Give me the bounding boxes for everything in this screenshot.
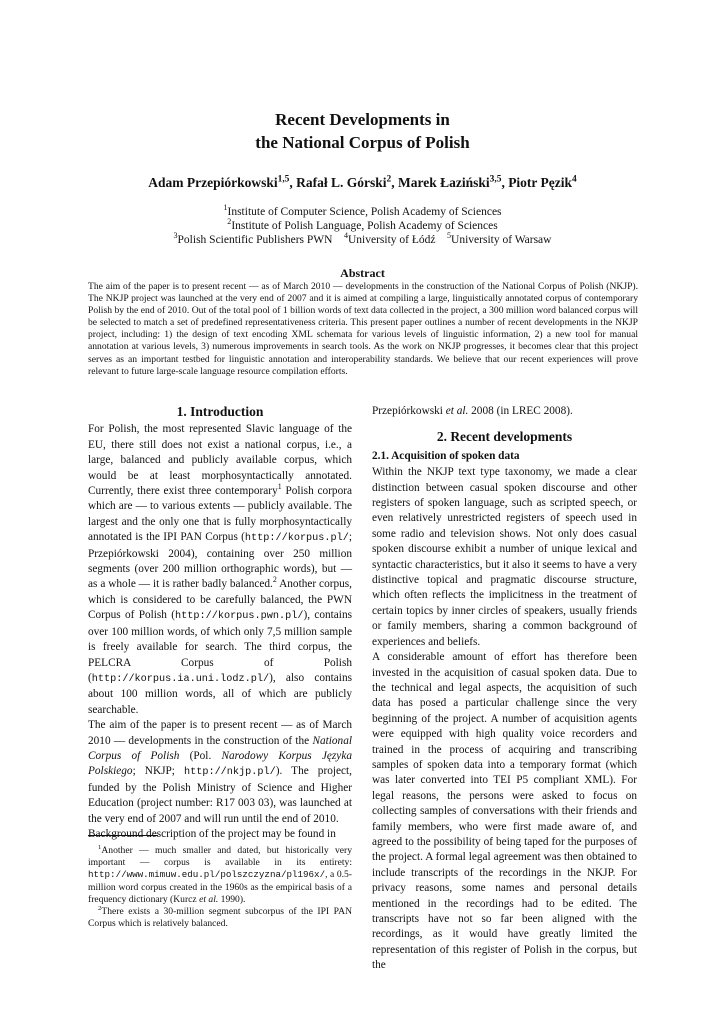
subsection-heading: 2.1. Acquisition of spoken data <box>372 449 520 462</box>
text-run: The aim of the paper is to present recent — as of March 2010 — developments in the construction of the <box>88 719 352 747</box>
affiliation-mark: 1 <box>223 203 228 213</box>
paragraph: Background description of the project may be found in <box>88 827 336 840</box>
italic-text: et al. <box>445 405 469 417</box>
footnote-ref[interactable]: 2 <box>272 575 277 585</box>
section-heading: 2. Recent developments <box>436 429 573 445</box>
paper-title <box>0 108 725 154</box>
section-heading: 1. Introduction <box>176 404 264 419</box>
paragraph: Within the NKJP text type taxonomy, we made a clear distinction between casual spoken discourse and other registers of spoken language, such as scripted speech, or even relatively unrestricted registers of speech used in some radio and television shows. Not only does casual spoken discourse exhibit a number of unique lexical and syntactic characteristics, but it also it seems to have a very distinctive topical and pragmatic discourse structure, which often reflects the implicitness in the treatment of certain topics by inner circles of speakers, usually friends or family members, sharing a common background of experiences and beliefs. <box>372 466 637 648</box>
text-run: (Pol. <box>179 749 222 762</box>
italic-text: National Corpus of Polish <box>88 734 352 762</box>
affiliation-mark: 3 <box>173 231 178 241</box>
paragraph <box>88 422 352 718</box>
paragraph: A considerable amount of effort has therefore been invested in the acquisition of casual spoken data. Due to the technical and legal aspects, the acquisition of such data has posed a particular challenge since the very beginning of the project. A number of acquisition agents were equipped with high quality voice recorders and trained in the process of acquiring and transcribing samples of spoken data into a temporary format (which was later converted into TEI P5 compliant XML). For legal reasons, the persons were asked to focus on collecting samples of conversations with their friends and family members, who were first made aware of, and agreed to the possibility of being taped for the purposes of the project. A formal legal agreement was then obtained to include transcripts of the recordings in the NKJP. For privacy reasons, some names and personal details mentioned in the recordings had to be edited. The transcripts have not so far been aligned with the recordings, as it would have greatly limited the representation of this register of Polish in the corpus, but the <box>372 651 637 972</box>
footnote-mark: 2 <box>98 904 102 912</box>
text-run: ; NKJP; <box>132 765 184 778</box>
author-mark: 4 <box>572 174 577 185</box>
author-mark: 1,5 <box>277 174 290 185</box>
affiliation <box>0 205 725 219</box>
right-column <box>372 404 637 974</box>
author: Rafał L. Górski <box>296 175 387 190</box>
footnote <box>88 906 352 930</box>
affiliation-text: Institute of Polish Language, Polish Academy of Sciences <box>231 220 498 232</box>
url-link[interactable]: http://korpus.ia.uni.lodz.pl/ <box>91 673 270 685</box>
left-column <box>88 404 352 842</box>
affiliation-mark: 2 <box>227 217 232 227</box>
paragraph <box>372 404 637 419</box>
text-run: ). The project, funded by the Polish Ministry of Science and Higher Education (project number: R17 003 03), was launched at the very end of 2007 and will run until the end of 2010. <box>88 765 352 825</box>
italic-text: et al. <box>199 893 219 905</box>
text-run: Another — much smaller and dated, but historically very important — corpus is available in its entirety: <box>88 845 352 869</box>
text-run: Polish corpora which are — to various extents — publicly available. The largest and the only one that is fully morphosyntactically annotated is the IPI PAN Corpus ( <box>88 485 352 544</box>
url-link[interactable]: http://nkjp.pl/ <box>184 767 276 779</box>
paragraph <box>88 718 352 827</box>
author-mark: 3,5 <box>489 174 502 185</box>
affiliation-mark: 5 <box>447 231 452 241</box>
footnote-mark: 1 <box>98 843 102 851</box>
footnote-rule <box>88 835 158 836</box>
author: Piotr Pęzik <box>508 175 573 190</box>
author: Marek Łaziński <box>398 175 490 190</box>
text-run: There exists a 30-million segment subcorpus of the IPI PAN Corpus which is relatively balanced. <box>88 906 352 930</box>
affiliation-text: University of Łódź <box>348 234 436 246</box>
url-link[interactable]: http://korpus.pwn.pl/ <box>175 611 304 623</box>
text-run: Another corpus, which is considered to be carefully balanced, the PWN Corpus of Polish ( <box>88 578 352 622</box>
footnote-ref[interactable]: 1 <box>277 482 282 492</box>
affiliations <box>0 205 725 247</box>
url-link[interactable]: http://korpus.pl/ <box>244 533 349 545</box>
url-link[interactable]: http://www.mimuw.edu.pl/polszczyzna/pl196x/ <box>88 869 326 881</box>
affiliation-text: Institute of Computer Science, Polish Academy of Sciences <box>227 206 502 218</box>
text-run: For Polish, the most represented Slavic language of the EU, there still does not exist a national corpus, i.e., a large, balanced and publicly available corpus, which would be at least morphosyntactically annotated. Currently, there exist three contemporary <box>88 423 352 498</box>
title-line-2: the National Corpus of Polish <box>255 133 470 152</box>
footnote <box>88 845 352 906</box>
footnotes <box>88 845 352 930</box>
text-run: , a 0.5-million word corpus created in the 1960s as the empirical basis of a frequency dictionary (Kurcz <box>88 869 352 905</box>
affiliation <box>0 219 725 233</box>
text-run: ), contains over 100 million words, of which only 7,5 million sample is freely available for search. The third corpus, the PELCRA Corpus of Polish ( <box>88 609 352 684</box>
text-run: ; Przepiórkowski 2004), containing over 250 million segments (over 200 million orthographic words), but — as a whole — it is rather badly balanced. <box>88 531 352 591</box>
text-run: Przepiórkowski <box>372 405 446 417</box>
author-list: Adam Przepiórkowski$^{1,5}$, Rafał L. Górski$^2$, Marek Łaziński$^{3,5}$, Piotr Pęzik$^4$ <box>148 174 577 190</box>
abstract-heading: Abstract <box>340 266 385 280</box>
affiliation-text: Polish Scientific Publishers PWN <box>177 234 333 246</box>
author: Adam Przepiórkowski <box>148 175 278 190</box>
affiliation <box>0 233 725 247</box>
affiliation-mark: 4 <box>343 231 348 241</box>
abstract-text: The aim of the paper is to present recent — as of March 2010 — developments in the construction of the National Corpus of Polish (NKJP). The NKJP project was launched at the very end of 2007 and it is aimed at compiling a large, linguistically annotated corpus of contemporary Polish by the end of 2010. Out of the total pool of 1 billion words of text data collected in the project, a 300 million word balanced corpus will be selected to match a set of predefined representativeness criteria. This present paper outlines a number of recent developments in the NKJP project, including: 1) the design of text encoding XML schemata for various levels of linguistic information, 2) a new tool for manual annotation at various levels, 3) numerous improvements in search tools. As the work on NKJP progresses, it becomes clear that this project serves as an important testbed for linguistic annotation and interoperability standards. We believe that our recent experiences will prove relevant to future large-scale language resource compilation efforts. <box>88 281 638 377</box>
italic-text: Narodowy Korpus Języka Polskiego <box>88 749 352 778</box>
text-run: 1990). <box>218 893 246 905</box>
author-mark: 2 <box>386 174 392 185</box>
text-run: ), also contains about 100 million words, all of which are publicly searchable. <box>88 671 352 716</box>
title-line-1: Recent Developments in <box>275 110 450 129</box>
affiliation-text: University of Warsaw <box>451 234 552 246</box>
text-run: 2008 (in LREC 2008). <box>468 405 573 417</box>
